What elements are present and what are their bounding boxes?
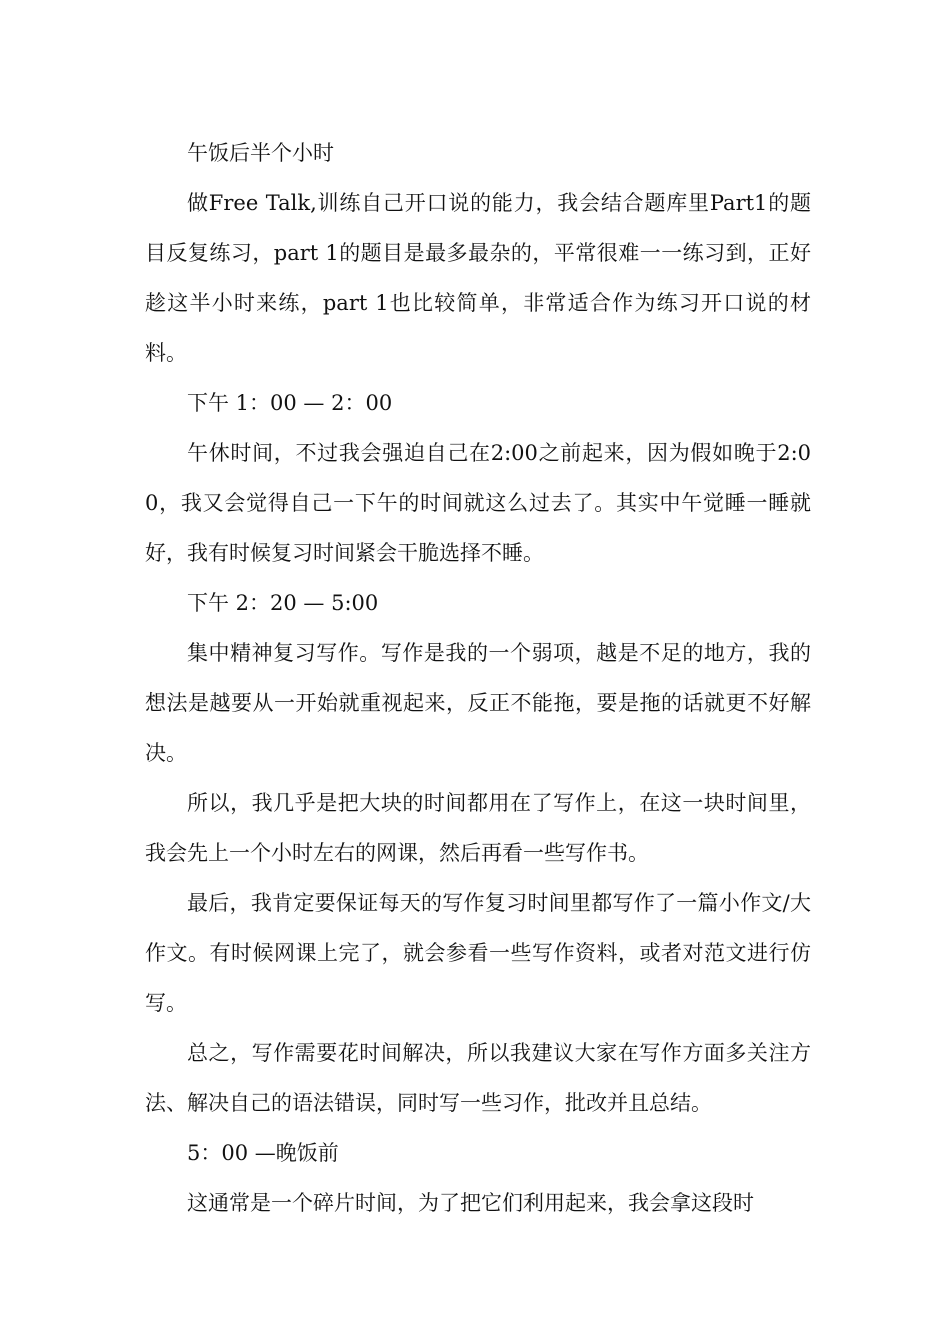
paragraph-writing-time: 所以，我几乎是把大块的时间都用在了写作上，在这一块时间里，我会先上一个小时左右的网课，然后再看一些写作书。 bbox=[145, 791, 811, 865]
section-heading-2-20-to-5: 下午 2：20 — 5:00 bbox=[187, 591, 379, 615]
paragraph-fragment-time: 这通常是一个碎片时间，为了把它们利用起来，我会拿这段时 bbox=[187, 1191, 754, 1215]
paragraph-writing-focus: 集中精神复习写作。写作是我的一个弱项，越是不足的地方，我的想法是越要从一开始就重视起来，反正不能拖，要是拖的话就更不好解决。 bbox=[145, 641, 811, 765]
section-heading-5-to-dinner: 5：00 —晚饭前 bbox=[187, 1141, 339, 1165]
paragraph-writing-summary: 总之，写作需要花时间解决，所以我建议大家在写作方面多关注方法、解决自己的语法错误，同时写一些习作，批改并且总结。 bbox=[145, 1041, 811, 1115]
section-heading-after-lunch: 午饭后半个小时 bbox=[187, 141, 334, 165]
document-body bbox=[145, 128, 811, 1228]
paragraph-free-talk: 做Free Talk,训练自己开口说的能力，我会结合题库里Part1的题目反复练习，part 1的题目是最多最杂的，平常很难一一练习到，正好趁这半小时来练，part 1也比较简单，非常适合作为练习开口说的材料。 bbox=[145, 191, 811, 365]
section-heading-1-to-2: 下午 1：00 — 2：00 bbox=[187, 391, 393, 415]
paragraph-writing-practice: 最后，我肯定要保证每天的写作复习时间里都写作了一篇小作文/大作文。有时候网课上完了，就会参看一些写作资料，或者对范文进行仿写。 bbox=[145, 891, 811, 1015]
paragraph-nap: 午休时间，不过我会强迫自己在2:00之前起来，因为假如晚于2:00，我又会觉得自己一下午的时间就这么过去了。其实中午觉睡一睡就好，我有时候复习时间紧会干脆选择不睡。 bbox=[145, 441, 811, 565]
